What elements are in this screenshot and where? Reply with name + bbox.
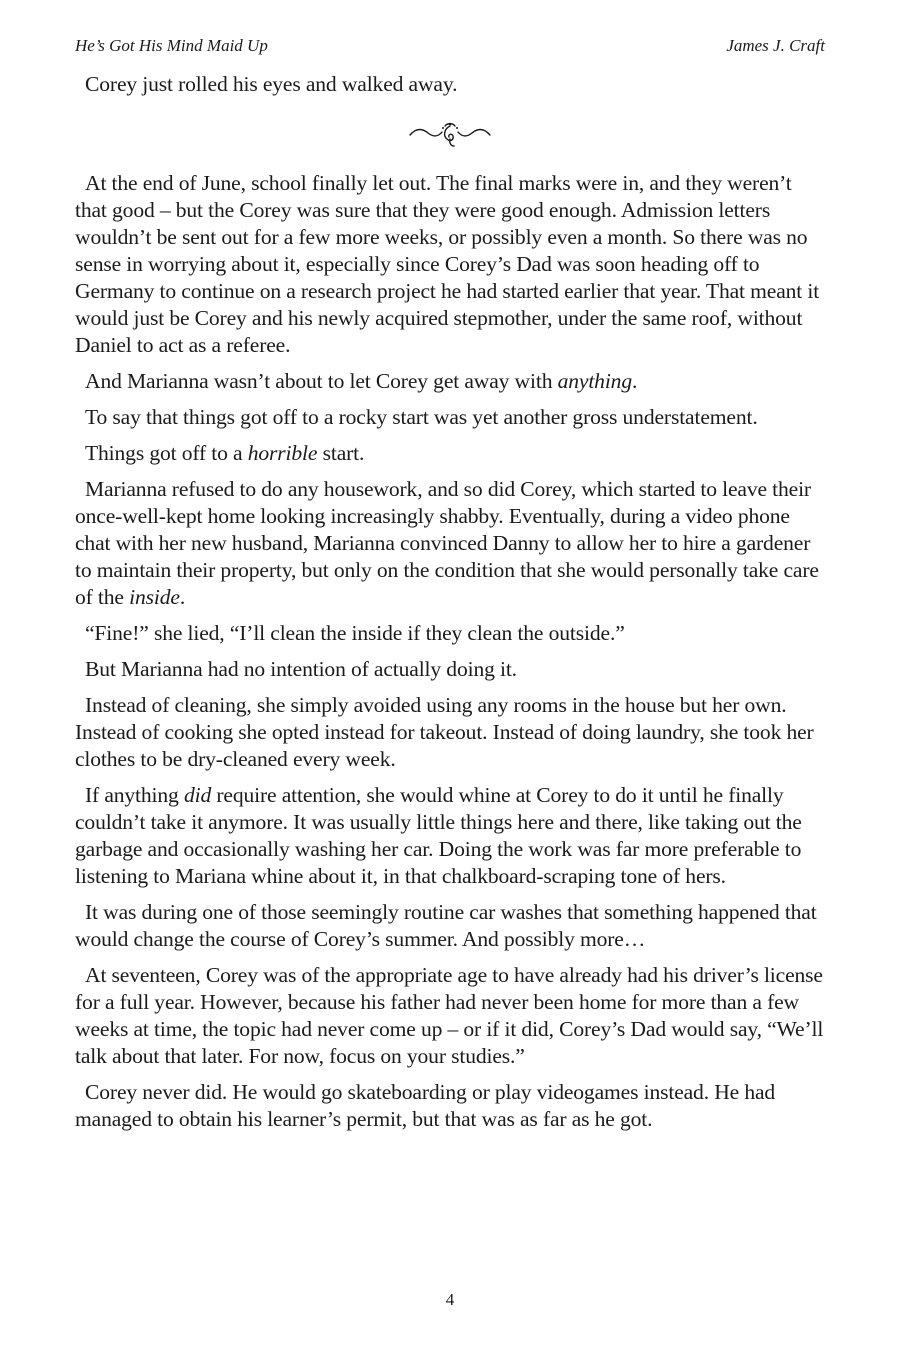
paragraph: “Fine!” she lied, “I’ll clean the inside if they clean the outside.” xyxy=(85,621,625,645)
page-number: 4 xyxy=(445,1290,455,1309)
paragraph: Things got off to a horrible start. xyxy=(85,441,365,465)
paragraph: Instead of cleaning, she simply avoided using any rooms in the house but her own. Instead of cooking she opted instead for takeout. Instead of doing laundry, she took her clothes to be dry-cleaned every week. xyxy=(75,693,814,771)
paragraph: To say that things got off to a rocky start was yet another gross understatement. xyxy=(85,405,758,429)
body-text xyxy=(75,71,825,1142)
paragraph: At the end of June, school finally let out. The final marks were in, and they weren’t that good – but the Corey was sure that they were good enough. Admission letters wouldn’t be sent out for a few more weeks, or possibly even a month. So there was no sense in worrying about it, especially since Corey’s Dad was soon heading off to Germany to continue on a research project he had started earlier that year. That meant it would just be Corey and his newly acquired stepmother, under the same roof, without Daniel to act as a referee. xyxy=(75,171,820,357)
paragraph: At seventeen, Corey was of the appropriate age to have already had his driver’s license for a full year. However, because his father had never been home for more than a few weeks at time, the topic had never come up – or if it did, Corey’s Dad would say, “We’ll talk about that later. For now, focus on your studies.” xyxy=(75,963,824,1068)
running-header xyxy=(75,36,825,58)
book-title: He’s Got His Mind Maid Up xyxy=(75,36,268,55)
paragraph: But Marianna had no intention of actually doing it. xyxy=(85,657,517,681)
fleuron-divider-icon xyxy=(408,119,492,149)
paragraph: It was during one of those seemingly routine car washes that something happened that would change the course of Corey’s summer. And possibly more… xyxy=(75,900,817,951)
paragraph: Corey just rolled his eyes and walked away. xyxy=(85,72,458,96)
paragraph: Marianna refused to do any housework, and so did Corey, which started to leave their once-well-kept home looking increasingly shabby. Eventually, during a video phone chat with her new husband, Marianna convinced Danny to allow her to hire a gardener to maintain their property, but only on the condition that she would personally take care of the inside. xyxy=(75,477,819,609)
paragraph: And Marianna wasn’t about to let Corey get away with anything. xyxy=(85,369,638,393)
paragraph: If anything did require attention, she would whine at Corey to do it until he finally couldn’t take it anymore. It was usually little things here and there, like taking out the garbage and occasionally washing her car. Doing the work was far more preferable to listening to Mariana whine about it, in that chalkboard-scraping tone of hers. xyxy=(75,783,802,888)
author-name: James J. Craft xyxy=(726,36,825,55)
paragraph: Corey never did. He would go skateboarding or play videogames instead. He had managed to obtain his learner’s permit, but that was as far as he got. xyxy=(75,1080,776,1131)
section-break xyxy=(75,98,825,170)
